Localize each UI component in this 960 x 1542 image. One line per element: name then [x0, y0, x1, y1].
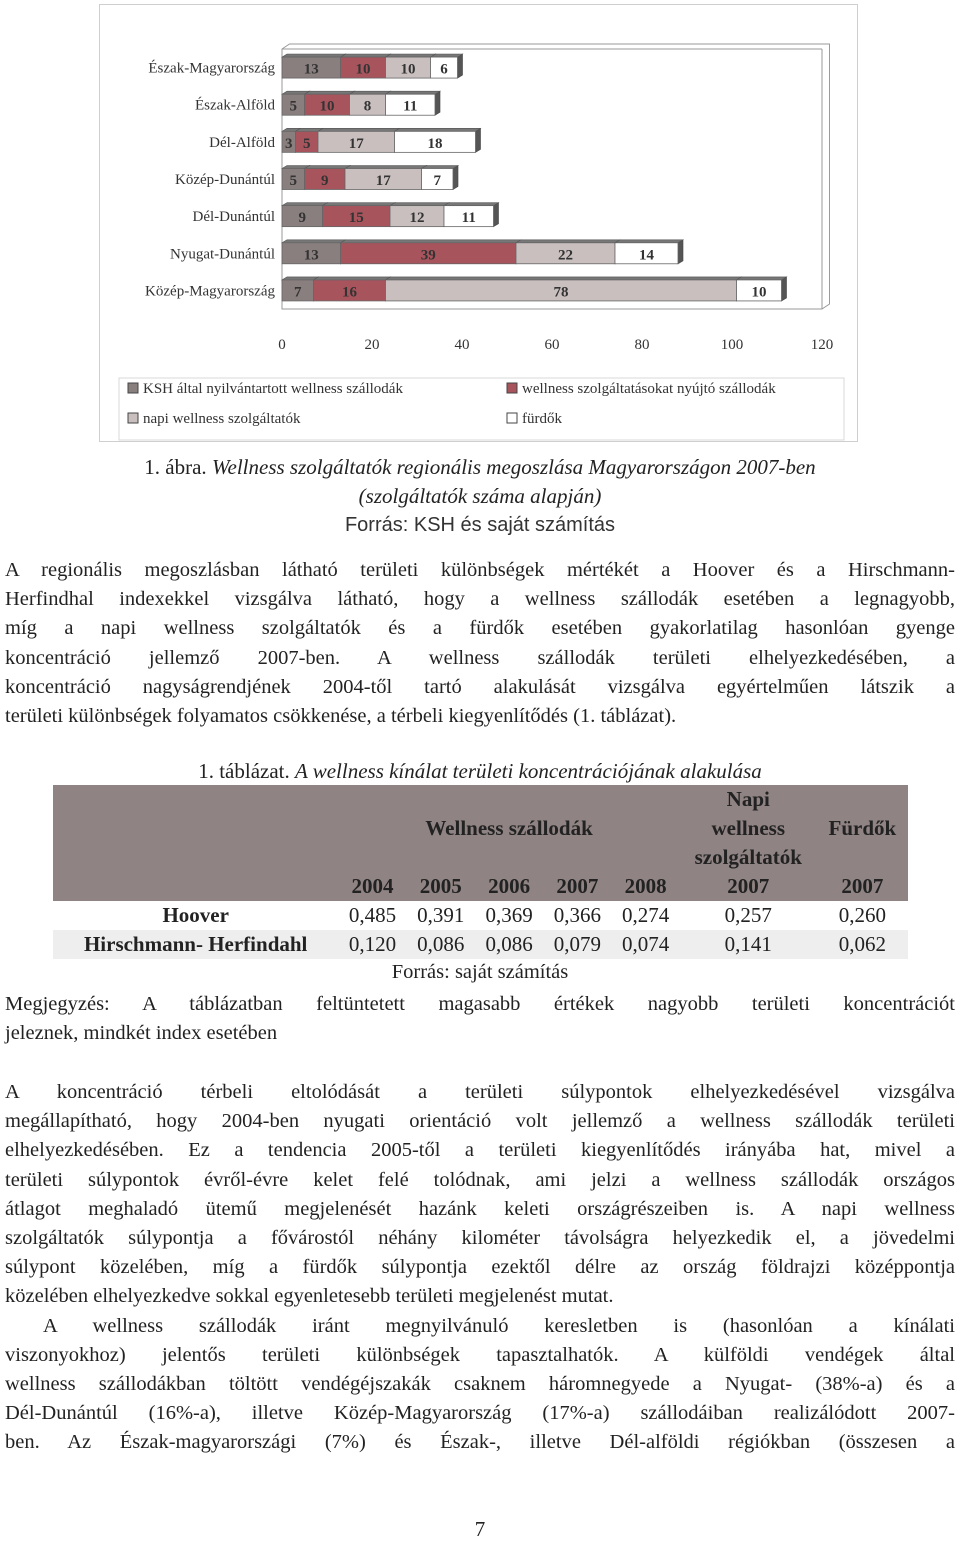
bar-top — [282, 277, 319, 280]
text-line: átlagot meghaladó ütemű megjelenését hazánk keleti országrészeiben is. A napi wellness — [5, 1197, 955, 1220]
bar-top — [386, 91, 441, 94]
bar-depth — [678, 240, 683, 264]
text-line: területi súlypontok évről-évre kelet felé tolódnak, ami jelzi a wellness szállodák országos — [5, 1168, 955, 1191]
bar-value-label: 9 — [298, 210, 306, 227]
year-cell: 2008 — [624, 874, 667, 898]
x-tick-label: 80 — [634, 337, 650, 353]
bar-depth — [476, 128, 481, 152]
bar-top — [516, 240, 620, 243]
table-cell: 0,260 — [817, 901, 908, 930]
bar-top — [444, 203, 499, 206]
bar-value-label: 5 — [303, 135, 311, 152]
bar-top — [341, 54, 391, 57]
year-cell: 2005 — [419, 874, 462, 898]
bar-value-label: 7 — [433, 173, 441, 189]
table-row-hoover — [53, 901, 908, 930]
stacked-bar-chart — [100, 5, 859, 443]
bar-depth — [494, 203, 499, 227]
bar-value-label: 10 — [319, 98, 335, 115]
category-label: Nyugat-Dunántúl — [170, 246, 275, 263]
bar-top — [323, 203, 396, 206]
bar-value-label: 3 — [285, 135, 293, 152]
text-line: A koncentráció térbeli eltolódását a területi súlypontok elhelyezkedésével vizsgálva — [5, 1081, 955, 1103]
paragraph-regional-distribution — [5, 556, 955, 731]
text-line: Herfindhal indexekkel vizsgálva látható, hogy a wellness szállodák esetében a legnagyobb, — [5, 588, 955, 611]
x-tick-label: 60 — [544, 337, 560, 353]
text-line: megállapítható, hogy 2004-ben nyugati orientáció volt jellemző a wellness szállodák területi — [5, 1110, 955, 1133]
year-cell: 2004 — [351, 874, 394, 898]
table-cell: 0,074 — [611, 930, 679, 959]
bar-top — [282, 240, 346, 243]
text-line: ben. Az Észak-magyarországi (7%) és Észak-, illetve Dél-alföldi régiókban (összesen a — [5, 1431, 955, 1454]
x-tick-label: 20 — [364, 337, 380, 353]
text-line: elhelyezkedésében. Ez a tendencia 2005-től a területi kiegyenlítődés irányába hat, mivel a — [5, 1139, 955, 1162]
text-line: Megjegyzés: A táblázatban feltüntetett magasabb értékek nagyobb területi koncentrációt — [5, 993, 955, 1015]
bar-top — [386, 277, 742, 280]
text-line: A wellness szállodák iránt megnyilvánuló keresletben is (hasonlóan a kínálati — [43, 1314, 955, 1337]
legend-swatch — [507, 383, 517, 393]
text-line: területi különbségek folyamatos csökkenése, a térbeli kiegyenlítődés (1. táblázat). — [5, 704, 677, 727]
legend-label: wellness szolgáltatásokat nyújtó szállodák — [522, 381, 776, 397]
bar-top — [422, 166, 459, 169]
text-line: közelében elhelyezkedve sokkal egyenletesebb területi megjelenést mutat. — [5, 1285, 614, 1308]
bar-top — [350, 91, 391, 94]
category-label: Közép-Magyarország — [145, 283, 275, 300]
legend-label: KSH által nyilvántartott wellness szállodák — [143, 381, 403, 397]
text-line: jeleznek, mindkét index esetében — [5, 1022, 278, 1045]
table-title-text: A wellness kínálat területi koncentrációjának alakulása — [295, 759, 762, 783]
table-note — [5, 990, 955, 1048]
bar-top — [386, 54, 436, 57]
header-daily-line3: szolgáltatók — [694, 845, 802, 869]
bar-top — [345, 166, 427, 169]
bar-top — [282, 203, 328, 206]
bar-depth — [782, 277, 787, 301]
bar-value-label: 16 — [342, 284, 357, 301]
legend-label: napi wellness szolgáltatók — [143, 411, 301, 427]
x-tick-label: 120 — [810, 337, 834, 353]
bar-top — [395, 128, 481, 131]
table-cell: 0,086 — [407, 930, 475, 959]
header-daily-line2: wellness — [711, 816, 785, 840]
bar-top — [305, 91, 355, 94]
year-corner-cell — [53, 872, 338, 901]
bar-value-label: 14 — [639, 247, 654, 264]
table-cell: 0,485 — [338, 901, 406, 930]
figure-caption-prefix: 1. ábra. — [144, 455, 207, 479]
table-corner-cell — [53, 785, 338, 872]
page-number: 7 — [474, 1517, 486, 1541]
bar-value-label: 18 — [427, 135, 443, 152]
x-tick-label: 0 — [278, 337, 286, 353]
paragraph-spatial-shift — [5, 1078, 955, 1457]
bar-value-label: 7 — [294, 284, 302, 301]
year-cell: 2007 — [841, 874, 884, 898]
figure-source: Forrás: KSH és saját számítás — [344, 514, 616, 536]
bar-top — [431, 54, 463, 57]
text-line: Dél-Dunántúl (16%-a), illetve Közép-Magyarország (17%-a) szállodáiban realizálódott 2007- — [5, 1402, 955, 1425]
bar-value-label: 22 — [558, 247, 573, 264]
bar-value-label: 10 — [400, 61, 416, 78]
bar-value-label: 11 — [403, 98, 418, 115]
year-cell: 2007 — [727, 874, 770, 898]
bar-depth — [435, 91, 440, 115]
figure-caption — [0, 455, 960, 480]
table-cell: 0,257 — [680, 901, 817, 930]
bar-top — [314, 277, 391, 280]
category-label: Észak-Alföld — [195, 97, 275, 114]
text-line: viszonyokhoz) jelentős területi különbségek tapasztalhatók. A külföldi vendégek által — [5, 1343, 955, 1366]
category-label: Dél-Dunántúl — [192, 209, 275, 226]
bar-value-label: 5 — [289, 98, 297, 115]
category-label: Dél-Alföld — [209, 134, 275, 151]
bar-top — [737, 277, 787, 280]
table-cell: 0,369 — [475, 901, 543, 930]
table-cell: 0,274 — [611, 901, 679, 930]
bar-value-label: 9 — [321, 173, 329, 189]
text-line: súlypont közelében, míg a fürdők súlypontja ezektől délre az ország földrajzi középpontja — [5, 1256, 955, 1279]
table-header-row — [53, 785, 908, 872]
text-line: wellness szállodákban töltött vendégéjszakák csaknem háromnegyede a Nyugat- (38%-a) és a — [5, 1372, 955, 1395]
chart-container — [99, 4, 858, 442]
bar-value-label: 6 — [440, 61, 448, 78]
bar-value-label: 8 — [363, 98, 372, 115]
bar-top — [615, 240, 683, 243]
table-cell: 0,391 — [407, 901, 475, 930]
header-daily-line1: Napi — [726, 787, 770, 811]
table-cell: 0,086 — [475, 930, 543, 959]
bar-value-label: 15 — [348, 210, 364, 227]
bar-value-label: 17 — [375, 173, 391, 189]
bar-value-label: 12 — [409, 210, 425, 227]
bar-value-label: 10 — [751, 284, 767, 301]
table-cell: 0,062 — [817, 930, 908, 959]
table-cell: 0,120 — [338, 930, 406, 959]
text-line: koncentráció jellemző 2007-ben. A wellness szállodák területi elhelyezkedésében, a — [5, 646, 955, 669]
table-title-prefix: 1. táblázat. — [198, 759, 290, 783]
table-row-hirschmann-herfindahl — [53, 930, 908, 959]
bar-value-label: 13 — [303, 61, 319, 78]
concentration-table — [53, 785, 908, 959]
bar-top — [390, 203, 449, 206]
figure-caption-subtitle: (szolgáltatók száma alapján) — [358, 484, 602, 508]
legend-label: fürdők — [522, 411, 562, 427]
table-cell: 0,366 — [543, 901, 611, 930]
bar-value-label: 78 — [553, 284, 569, 301]
text-line: míg a napi wellness szolgáltatók és a fürdők esetében gyakorlatilag hasonlóan gyenge — [5, 617, 955, 640]
bar-value-label: 39 — [420, 247, 436, 264]
bar-top — [305, 166, 351, 169]
bar-top — [341, 240, 522, 243]
legend-swatch — [507, 413, 517, 423]
x-tick-label: 100 — [720, 337, 744, 353]
bar-depth — [458, 54, 463, 78]
bar-value-label: 11 — [461, 210, 476, 227]
table-title — [0, 759, 960, 784]
text-line: szolgáltatók súlypontja a fővárostól néhány kilométer távolságra helyezkedik el, a jövedelmi — [5, 1226, 955, 1249]
table-source: Forrás: saját számítás — [391, 961, 569, 983]
year-cell: 2007 — [556, 874, 599, 898]
bar-value-label: 5 — [289, 173, 297, 189]
header-baths: Fürdők — [828, 816, 897, 840]
table-year-row — [53, 872, 908, 901]
bar-value-label: 13 — [303, 247, 319, 264]
bar-depth — [453, 166, 458, 190]
bar-value-label: 17 — [348, 135, 364, 152]
legend-swatch — [128, 413, 138, 423]
text-line: A regionális megoszlásban látható területi különbségek mértékét a Hoover és a Hirschmann- — [5, 559, 955, 581]
year-cell: 2006 — [488, 874, 531, 898]
row-label: Hoover — [53, 901, 338, 930]
header-daily-wellness — [680, 785, 817, 872]
header-wellness-hotels: Wellness szállodák — [425, 816, 593, 840]
category-label: Észak-Magyarország — [148, 60, 275, 77]
x-tick-label: 40 — [454, 337, 470, 353]
text-line: koncentráció nagyságrendjének 2004-től tartó alakulását vizsgálva egyértelműen látszik a — [5, 675, 955, 698]
bar-top — [282, 54, 346, 57]
legend-swatch — [128, 383, 138, 393]
bar-value-label: 10 — [355, 61, 371, 78]
figure-caption-title: Wellness szolgáltatók regionális megoszlása Magyarországon 2007-ben — [211, 455, 816, 479]
table-cell: 0,141 — [680, 930, 817, 959]
category-label: Közép-Dunántúl — [175, 172, 275, 188]
table-cell: 0,079 — [543, 930, 611, 959]
bar-top — [318, 128, 400, 131]
row-label: Hirschmann- Herfindahl — [53, 930, 338, 959]
